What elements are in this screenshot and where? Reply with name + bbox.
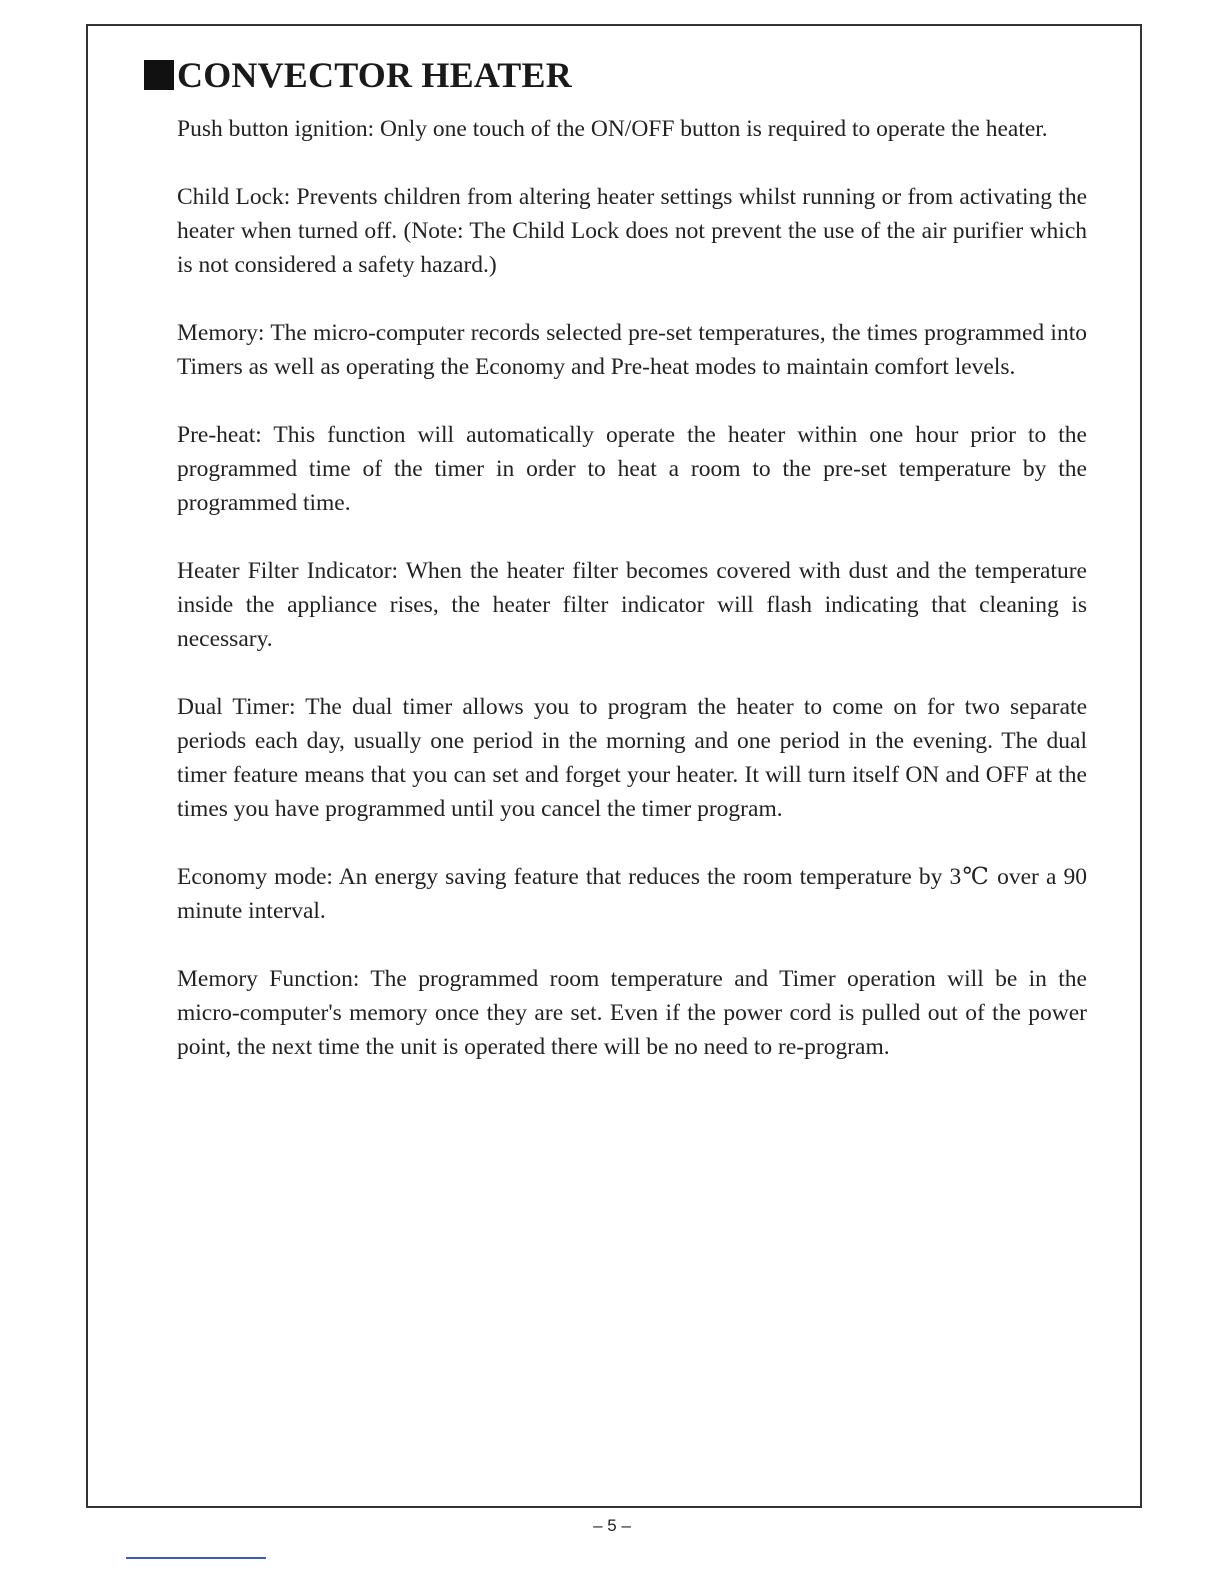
feature-push-button-ignition: Push button ignition: Only one touch of the ON/OFF button is required to operate the heater. [177, 116, 1048, 142]
feature-economy-mode: Economy mode: An energy saving feature that reduces the room temperature by 3℃ over a 90 minute interval. [177, 864, 1087, 924]
heading-square-icon [144, 60, 174, 90]
feature-dual-timer: Dual Timer: The dual timer allows you to program the heater to come on for two separate periods each day, usually one period in the morning and one period in the evening. The dual timer feature means that you can set and forget your heater. It will turn itself ON and OFF at the times you have programmed until you cancel the timer program. [177, 694, 1087, 822]
section-title: CONVECTOR HEATER [177, 55, 572, 95]
feature-memory: Memory: The micro-computer records selected pre-set temperatures, the times programmed into Timers as well as operating the Economy and Pre-heat modes to maintain comfort levels. [177, 320, 1087, 380]
feature-pre-heat: Pre-heat: This function will automatically operate the heater within one hour prior to the programmed time of the timer in order to heat a room to the pre-set temperature by the programmed time. [177, 422, 1087, 516]
feature-heater-filter-indicator: Heater Filter Indicator: When the heater filter becomes covered with dust and the temperature inside the appliance rises, the heater filter indicator will flash indicating that cleaning is necessary. [177, 558, 1087, 652]
feature-child-lock: Child Lock: Prevents children from altering heater settings whilst running or from activating the heater when turned off. (Note: The Child Lock does not prevent the use of the air purifier which is not considered a safety hazard.) [177, 184, 1087, 278]
feature-memory-function: Memory Function: The programmed room temperature and Timer operation will be in the micro-computer's memory once they are set. Even if the power cord is pulled out of the power point, the next time the unit is operated there will be no need to re-program. [177, 966, 1087, 1060]
footer-rule [126, 1557, 266, 1559]
feature-list [177, 112, 1087, 1098]
page-number: – 5 – [593, 1516, 631, 1535]
section-heading [144, 54, 572, 96]
